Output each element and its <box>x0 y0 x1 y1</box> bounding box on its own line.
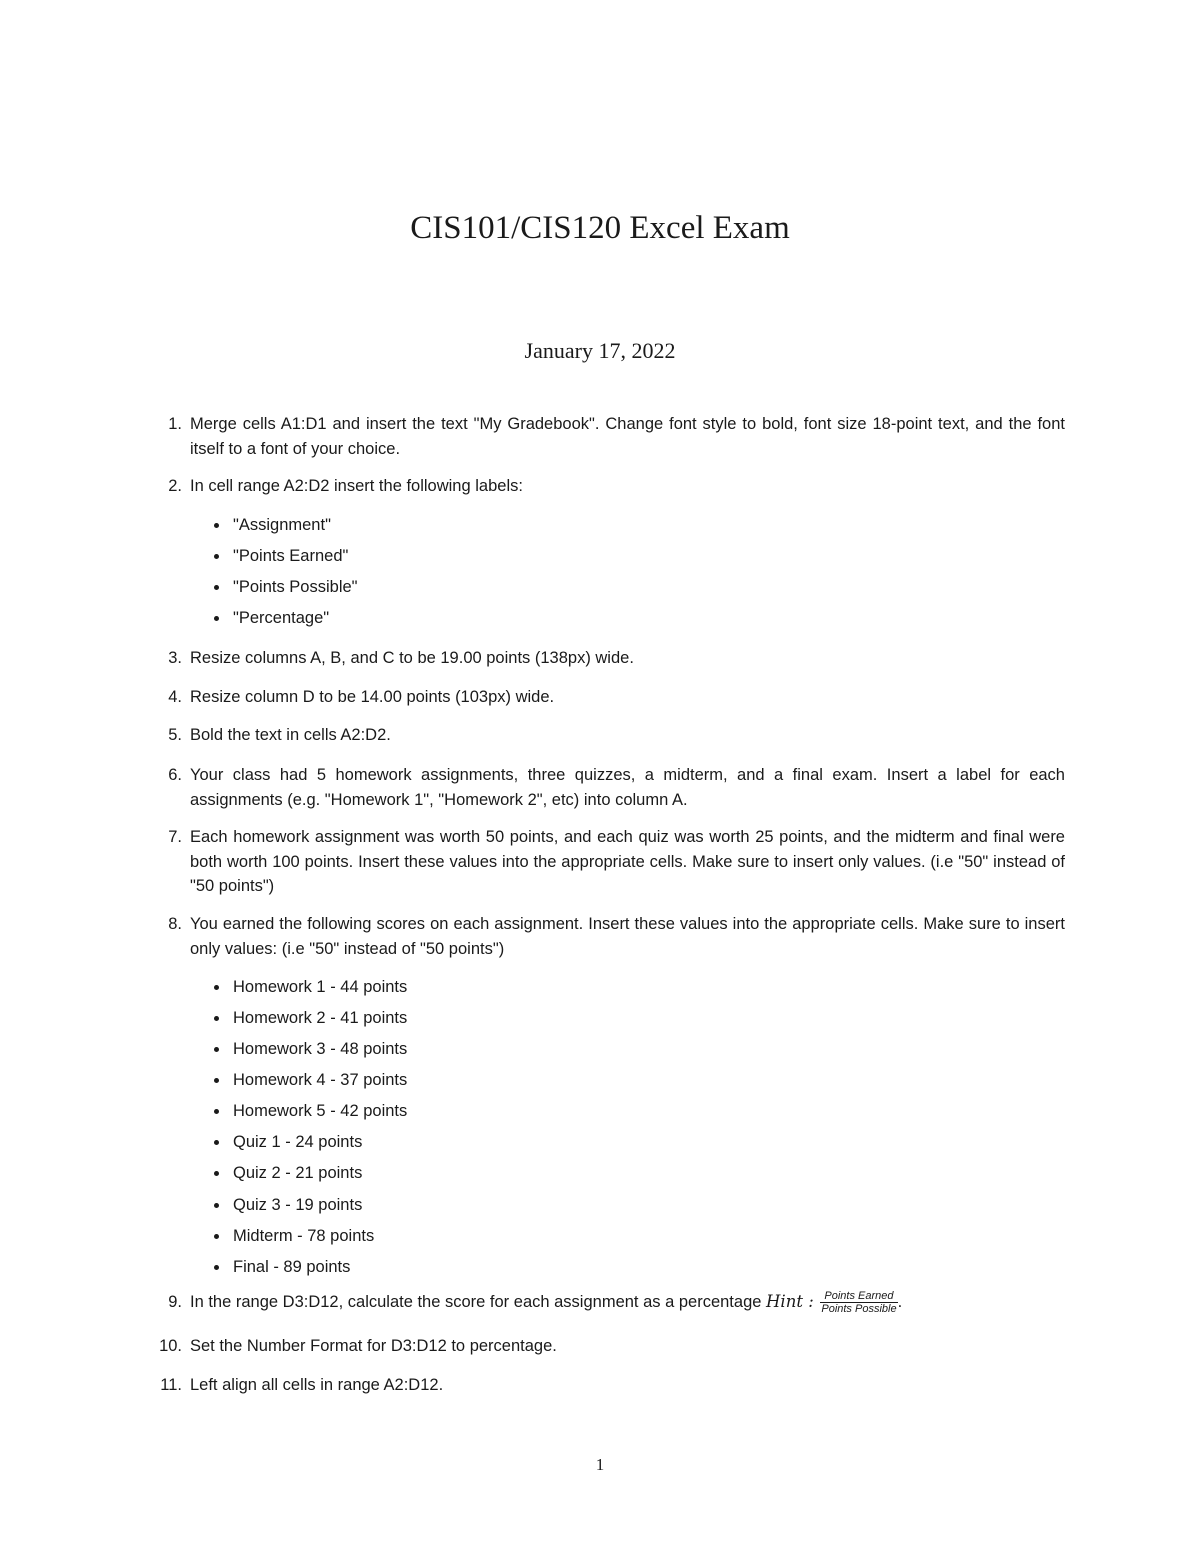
item-number: 5. <box>168 726 182 744</box>
document-date: January 17, 2022 <box>524 338 676 363</box>
item-text: Resize columns A, B, and C to be 19.00 points (138px) wide. <box>190 649 634 667</box>
hint-denominator: Points Possible <box>821 1303 897 1316</box>
list-item-label: "Percentage" <box>233 606 329 630</box>
item-text: Set the Number Format for D3:D12 to percentage. <box>190 1337 557 1355</box>
instruction-item-5 <box>168 723 1065 748</box>
list-item-score: Homework 2 - 41 points <box>233 1006 407 1030</box>
bullet-icon <box>214 1016 219 1021</box>
item-text: Your class had 5 homework assignments, three quizzes, a midterm, and a final exam. Insert a label for each assignments (e.g. "Homework 1", "Homework 2", etc) into column A. <box>190 766 1065 809</box>
bullet-icon <box>214 985 219 990</box>
item-text: Each homework assignment was worth 50 points, and each quiz was worth 25 points, and the midterm and final were both worth 100 points. Insert these values into the appropriate cells. Make sure to insert only values. (i.e "50" instead of "50 points") <box>190 828 1065 895</box>
instruction-item-11 <box>160 1373 1065 1398</box>
bullet-icon <box>214 616 219 621</box>
instruction-item-8 <box>168 912 1065 961</box>
bullet-icon <box>214 1140 219 1145</box>
item-text: Bold the text in cells A2:D2. <box>190 726 391 744</box>
bullet-icon <box>214 1078 219 1083</box>
item-text: You earned the following scores on each assignment. Insert these values into the appropriate cells. Make sure to insert only values: (i.e "50" instead of "50 points") <box>190 915 1065 958</box>
list-item-score: Final - 89 points <box>233 1255 350 1279</box>
item-number: 9. <box>168 1293 182 1311</box>
instruction-item-3 <box>168 646 1065 671</box>
instruction-item-2 <box>168 474 1065 499</box>
bullet-icon <box>214 554 219 559</box>
item-number: 8. <box>168 915 182 933</box>
item-text: Merge cells A1:D1 and insert the text "My Gradebook". Change font style to bold, font size 18-point text, and the font itself to a font of your choice. <box>190 415 1065 458</box>
item-text: In cell range A2:D2 insert the following labels: <box>190 477 523 495</box>
list-item-score: Homework 5 - 42 points <box>233 1099 407 1123</box>
item-text: Left align all cells in range A2:D12. <box>190 1376 444 1394</box>
instruction-item-4 <box>168 685 1065 710</box>
item-text: In the range D3:D12, calculate the score for each assignment as a percentage <box>190 1293 762 1311</box>
bullet-icon <box>214 523 219 528</box>
list-item-score: Homework 1 - 44 points <box>233 975 407 999</box>
item-number: 3. <box>168 649 182 667</box>
page-number: 1 <box>595 1455 605 1474</box>
hint-fraction <box>820 1290 897 1315</box>
hint-end-punct: . <box>897 1293 903 1311</box>
list-item-score: Quiz 3 - 19 points <box>233 1193 362 1217</box>
bullet-icon <box>214 1047 219 1052</box>
instruction-item-1 <box>168 412 1065 461</box>
bullet-icon <box>214 1109 219 1114</box>
instruction-item-6 <box>168 763 1065 812</box>
list-item-score: Homework 3 - 48 points <box>233 1037 407 1061</box>
list-item-label: "Points Earned" <box>233 544 348 568</box>
item-number: 10. <box>159 1337 182 1355</box>
document-title: CIS101/CIS120 Excel Exam <box>410 210 790 246</box>
item-number: 1. <box>168 415 182 433</box>
instruction-item-7 <box>168 825 1065 899</box>
item-number: 7. <box>168 828 182 846</box>
item-number: 4. <box>168 688 182 706</box>
bullet-icon <box>214 1265 219 1270</box>
hint-numerator: Points Earned <box>820 1290 897 1303</box>
list-item-score: Quiz 1 - 24 points <box>233 1130 362 1154</box>
item-number: 11. <box>160 1376 182 1394</box>
instruction-item-10 <box>159 1334 1065 1359</box>
bullet-icon <box>214 1234 219 1239</box>
item-number: 6. <box>168 766 182 784</box>
list-item-score: Homework 4 - 37 points <box>233 1068 407 1092</box>
list-item-score: Quiz 2 - 21 points <box>233 1161 362 1185</box>
item-number: 2. <box>168 477 182 495</box>
list-item-score: Midterm - 78 points <box>233 1224 374 1248</box>
bullet-icon <box>214 585 219 590</box>
list-item-label: "Assignment" <box>233 513 331 537</box>
item-text: Resize column D to be 14.00 points (103px) wide. <box>190 688 555 706</box>
list-item-label: "Points Possible" <box>233 575 358 599</box>
hint-label: Hint : <box>766 1292 814 1311</box>
bullet-icon <box>214 1203 219 1208</box>
instruction-item-9 <box>168 1290 1065 1316</box>
bullet-icon <box>214 1171 219 1176</box>
